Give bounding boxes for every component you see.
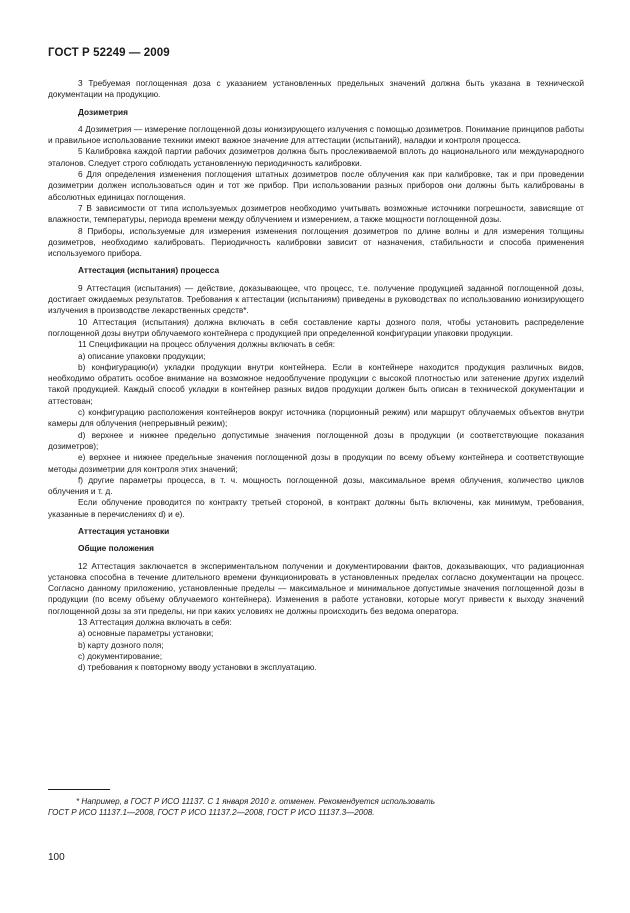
- section-heading-process: Аттестация (испытания) процесса: [78, 265, 220, 276]
- paragraph-13: 13 Аттестация должна включать в себя:: [78, 617, 232, 628]
- list-item-11a: a) описание упаковки продукции;: [78, 350, 206, 361]
- list-item-13b: b) карту дозного поля;: [78, 639, 164, 650]
- paragraph-12: 12 Аттестация заключается в экспериментальном получении и документировании фактов, доказывающих, что радиационная установка способна в течение длительного времени функционировать в установленных пределах согласно документации на процесс. Согласно данному приложению, установленные пределы — максимальное и минимальное допустимые значения поглощенной дозы в продукции (по всему объему облучаемого контейнера). Изменения в работе установки, которые могут привести к выходу значений поглощенной дозы за эти пределы, ни при каких условиях не должны происходить без ведома оператора.: [48, 560, 584, 616]
- footnote: [48, 796, 584, 819]
- paragraph-5: 5 Калибровка каждой партии рабочих дозиметров должна быть прослеживаемой вплоть до национального или международного эталонов. Следует строго соблюдать установленную периодичность калибровки.: [48, 146, 584, 168]
- paragraph-6: 6 Для определения изменения поглощения штатных дозиметров после облучения как при калибровке, так и при проведении дозиметрии должен использоваться один и тот же прибор. При использовании разных приборов они должны быть калиброваны в абсолютных единицах поглощения.: [48, 169, 584, 202]
- section-heading-dosimetry: Дозиметрия: [78, 106, 128, 117]
- paragraph-8: 8 Приборы, используемые для измерения изменения поглощения дозиметров по длине волны и для измерения толщины дозиметров, необходимо калибровать. Периодичность калибровки зависит от назначения, стабильности и способа применения используемого прибора.: [48, 225, 584, 259]
- list-item-13d: d) требования к повторному вводу установки в эксплуатацию.: [78, 662, 317, 673]
- paragraph-11: 11 Спецификации на процесс облучения должны включать в себя:: [78, 339, 336, 350]
- paragraph-10: 10 Аттестация (испытания) должна включать в себя составление карты дозного поля, чтобы установить распределение поглощенной дозы внутри облучаемого контейнера с продукцией при определенной конфигурации упаковки продукции.: [48, 316, 584, 338]
- paragraph-3: 3 Требуемая поглощенная доза с указанием установленных предельных значений должна быть указана в технической документации на продукцию.: [48, 78, 584, 100]
- paragraph-7: 7 В зависимости от типа используемых дозиметров необходимо учитывать возможные источники погрешности, зависящие от влажности, температуры, периода времени между облучением и измерением, а также мощности поглощенной дозы.: [48, 202, 584, 225]
- paragraph-9: 9 Аттестация (испытания) — действие, доказывающее, что процесс, т.е. получение продукцией заданной поглощенной дозы, достигает ожидаемых результатов. Требования к аттестации (испытаниям) приведены в руководствах по использованию ионизирующего излучения в производстве лекарственных средств*.: [48, 282, 584, 316]
- list-item-13a: a) основные параметры установки;: [78, 628, 214, 639]
- list-item-11e: e) верхнее и нижнее предельные значения поглощенной дозы в продукции по всему объему контейнера и соответствующие методы дозиметрии для контроля этих значений;: [48, 452, 584, 474]
- main-content: [48, 78, 584, 674]
- document-header: ГОСТ Р 52249 — 2009: [48, 47, 170, 59]
- paragraph-contract: Если облучение проводится по контракту третьей стороной, в контракт должны быть включены, как минимум, требования, указанные в перечислениях d) и e).: [48, 497, 584, 519]
- footnote-line-1: * Например, в ГОСТ Р ИСО 11137. С 1 января 2010 г. отменен. Рекомендуется использовать: [76, 797, 435, 806]
- footnote-line-2: ГОСТ Р ИСО 11137.1—2008, ГОСТ Р ИСО 11137.2—2008, ГОСТ Р ИСО 11137.3—2008.: [48, 808, 375, 818]
- list-item-13c: c) документирование;: [78, 650, 163, 661]
- subsection-heading-general: Общие положения: [78, 543, 154, 554]
- list-item-11b: b) конфигурацию(и) укладки продукции внутри контейнера. Если в контейнере находится продукция различных видов, необходимо обратить особое внимание на возможное недооблучение продукции с высокой плотностью или затенение других изделий такой продукцией. Каждый способ укладки в контейнер разных видов продукции должен быть описан в технической документации и аттестован;: [48, 361, 584, 406]
- list-item-11d: d) верхнее и нижнее предельно допустимые значения поглощенной дозы в продукции (и соответствующие показания дозиметров);: [48, 429, 584, 451]
- list-item-11f: f) другие параметры процесса, в т. ч. мощность поглощенной дозы, максимальное время облучения, количество циклов облучения и т. д.: [48, 474, 584, 497]
- page-number: 100: [48, 852, 65, 863]
- footnote-divider: [48, 789, 110, 790]
- list-item-11c: c) конфигурацию расположения контейнеров вокруг источника (порционный режим) или маршрут облучаемых объектов внутри камеры для облучения (непрерывный режим);: [48, 407, 584, 429]
- section-heading-installation: Аттестация установки: [78, 525, 170, 536]
- paragraph-4: 4 Дозиметрия — измерение поглощенной дозы ионизирующего излучения с помощью дозиметров. Понимание принципов работы и правильное использование техники имеют важное значение для аттестации (испытаний), наладки и контроля процесса.: [48, 123, 584, 146]
